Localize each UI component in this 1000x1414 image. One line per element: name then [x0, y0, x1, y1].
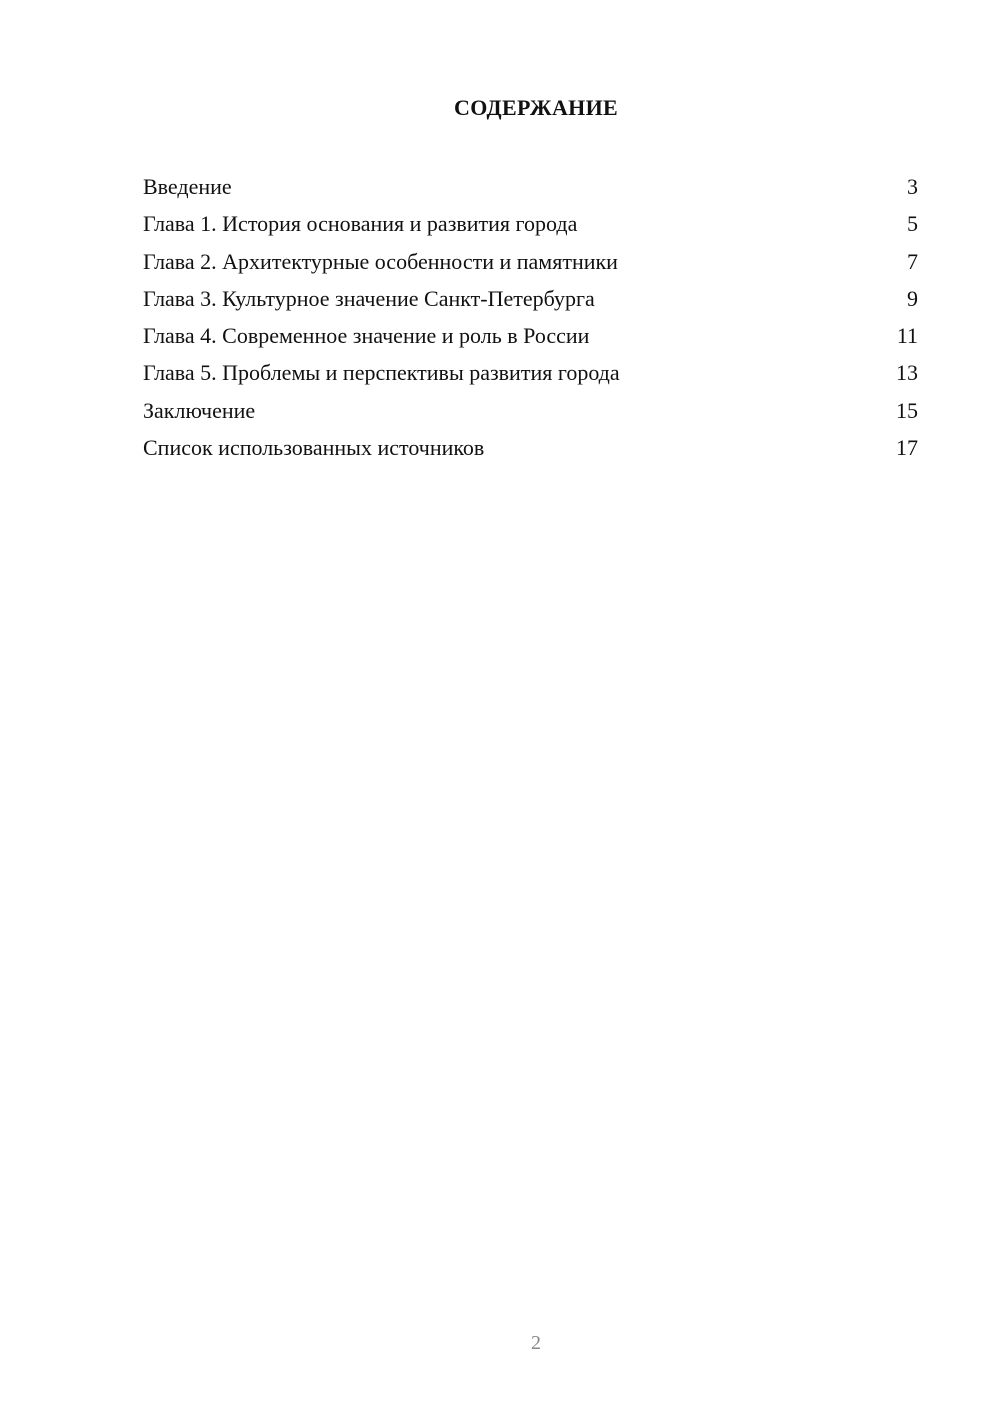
toc-entry-label: Заключение: [143, 397, 256, 423]
toc-entry-page: 5: [907, 211, 918, 237]
toc-entry-label: Глава 1. История основания и развития города: [143, 211, 578, 237]
toc-entry-label: Глава 3. Культурное значение Санкт-Петербурга: [143, 285, 595, 311]
toc-entry-label: Глава 5. Проблемы и перспективы развития города: [143, 360, 620, 386]
toc-title: СОДЕРЖАНИЕ: [454, 95, 618, 120]
toc-entry-page: 9: [907, 285, 918, 311]
toc-entry-page: 13: [896, 360, 918, 386]
toc-entry-chapter-1: [143, 205, 918, 242]
table-of-contents: [143, 168, 918, 466]
toc-entry-page: 7: [907, 248, 918, 274]
toc-entry-chapter-2: [143, 243, 918, 280]
toc-entry-page: 3: [907, 174, 918, 199]
toc-entry-label: Глава 4. Современное значение и роль в России: [143, 323, 590, 349]
toc-entry-introduction: [143, 168, 918, 205]
page-number: 2: [531, 1332, 541, 1354]
toc-entry-label: Введение: [143, 174, 232, 199]
toc-entry-conclusion: [143, 392, 918, 429]
toc-entry-chapter-4: [143, 317, 918, 354]
toc-entry-label: Список использованных источников: [143, 435, 485, 461]
toc-entry-page: 17: [896, 435, 918, 461]
toc-entry-label: Глава 2. Архитектурные особенности и памятники: [143, 248, 618, 274]
toc-entry-chapter-3: [143, 280, 918, 317]
toc-entry-chapter-5: [143, 354, 918, 391]
toc-entry-page: 15: [896, 397, 918, 423]
toc-entry-page: 11: [896, 323, 918, 349]
toc-entry-references: [143, 429, 918, 466]
